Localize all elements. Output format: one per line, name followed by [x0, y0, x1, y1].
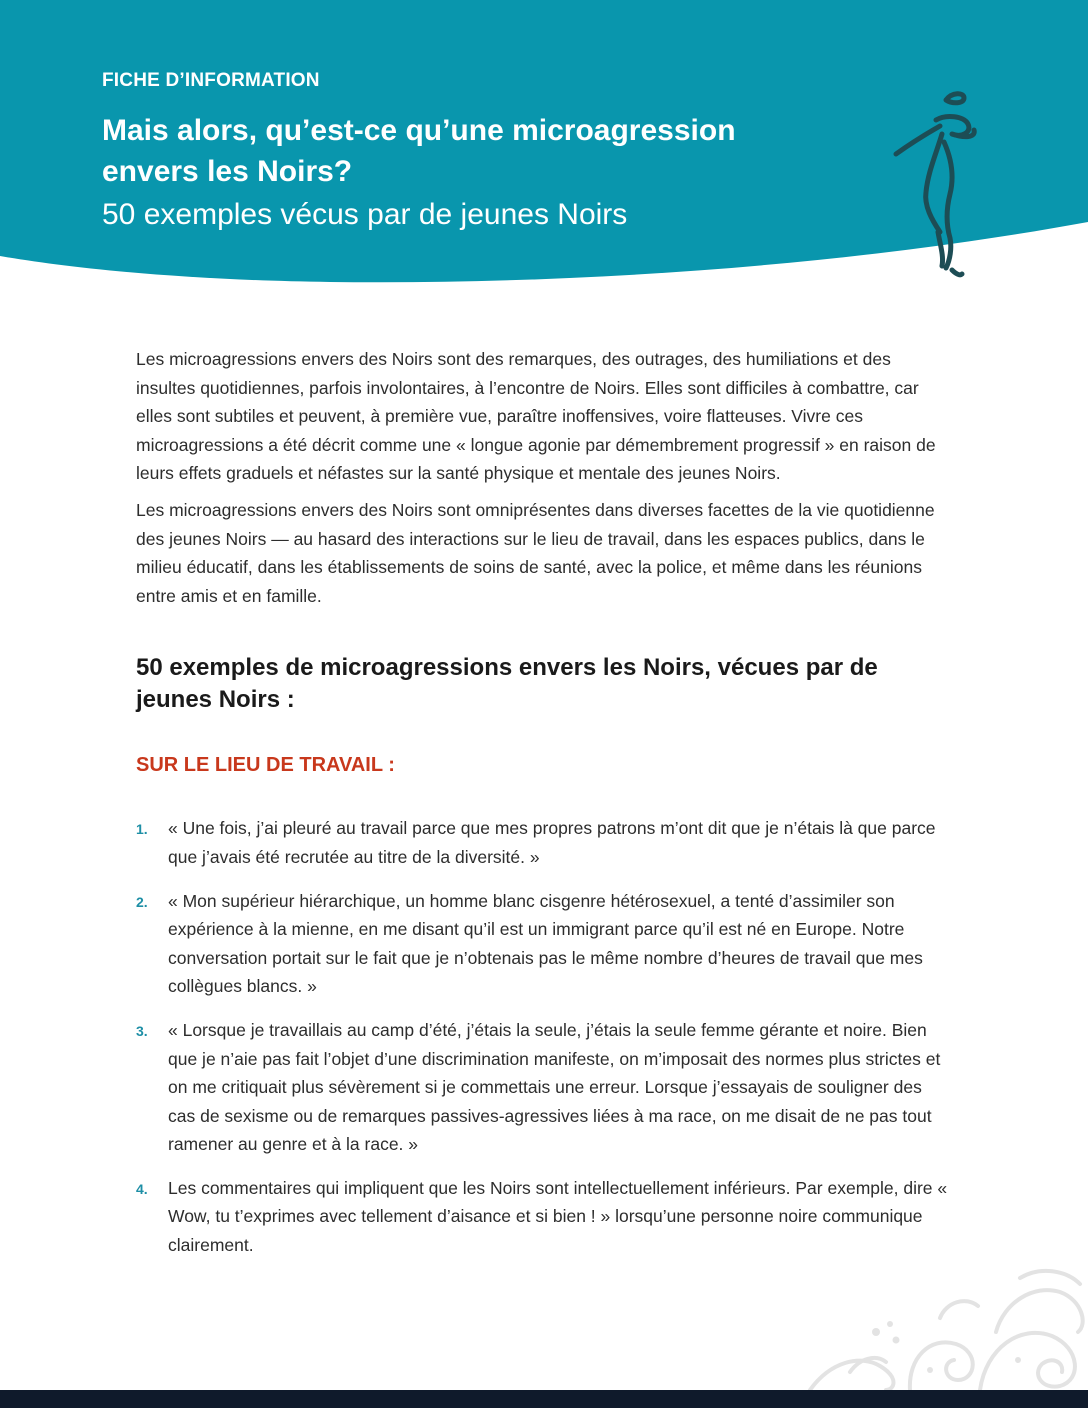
list-item-text: « Lorsque je travaillais au camp d’été, j’étais la seule, j’étais la seule femme gérante et noire. Bien que je n’aie pas fait l’objet d’une discrimination manifeste, on m’imposait des normes plus strictes et on me critiquait plus sévèrement si je commettais une erreur. Lorsque j’essayais de souligner des cas de sexisme ou de remarques passives-agressives liées à ma race, on me disait de ne pas tout ramener au genre et à la race. »: [168, 1019, 941, 1155]
list-item-number: 1.: [136, 821, 148, 838]
list-item-number: 4.: [136, 1180, 148, 1197]
document-type-label: FICHE D’INFORMATION: [102, 70, 320, 91]
footer-bar: [0, 1390, 1088, 1408]
page-subtitle: 50 exemples vécus par de jeunes Noirs: [102, 198, 628, 231]
examples-list: [136, 814, 951, 1259]
list-item-text: Les commentaires qui impliquent que les Noirs sont intellectuellement inférieurs. Par exemple, dire « Wow, tu t’exprimes avec tellement d’aisance et si bien ! » lorsqu’une personne noire communique clairement.: [168, 1177, 948, 1256]
section-heading: 50 exemples de microagressions envers les Noirs, vécues par de jeunes Noirs :: [136, 654, 878, 714]
person-figure-illustration: [880, 82, 990, 282]
decorative-swirl-pattern: [790, 1262, 1088, 1390]
main-content: [136, 345, 951, 1275]
list-item-text: « Mon supérieur hiérarchique, un homme blanc cisgenre hétérosexuel, a tenté d’assimiler son expérience à la mienne, en me disant qu’il est un immigrant parce qu’il est né en Europe. Notre conversation portait sur le fait que je n’obtenais pas le même nombre d’heures de travail que mes collègues blancs. »: [168, 890, 923, 997]
list-item: [136, 1016, 951, 1159]
list-item: [136, 1174, 951, 1260]
intro-paragraph: Les microagressions envers des Noirs sont omniprésentes dans diverses facettes de la vie quotidienne des jeunes Noirs — au hasard des interactions sur le lieu de travail, dans les espaces publics, dans le milieu éducatif, dans les établissements de soins de santé, avec la police, et même dans les réunions entre amis et en famille.: [136, 499, 935, 606]
list-item-number: 3.: [136, 1022, 148, 1039]
list-item: [136, 887, 951, 1001]
list-item-number: 2.: [136, 893, 148, 910]
page-title: Mais alors, qu’est-ce qu’une microagression envers les Noirs?: [102, 114, 736, 188]
list-item: [136, 814, 951, 871]
subsection-heading: SUR LE LIEU DE TRAVAIL :: [136, 754, 395, 777]
list-item-text: « Une fois, j’ai pleuré au travail parce que mes propres patrons m’ont dit que je n’étais là que parce que j’avais été recrutée au titre de la diversité. »: [168, 818, 936, 867]
intro-paragraph: Les microagressions envers des Noirs sont des remarques, des outrages, des humiliations et des insultes quotidiennes, parfois involontaires, à l’encontre de Noirs. Elles sont difficiles à combattre, car elles sont subtiles et peuvent, à première vue, paraître inoffensives, voire flatteuses. Vivre ces microagressions a été décrit comme une « longue agonie par démembrement progressif » en raison de leurs effets graduels et néfastes sur la santé physique et mentale des jeunes Noirs.: [136, 349, 936, 484]
